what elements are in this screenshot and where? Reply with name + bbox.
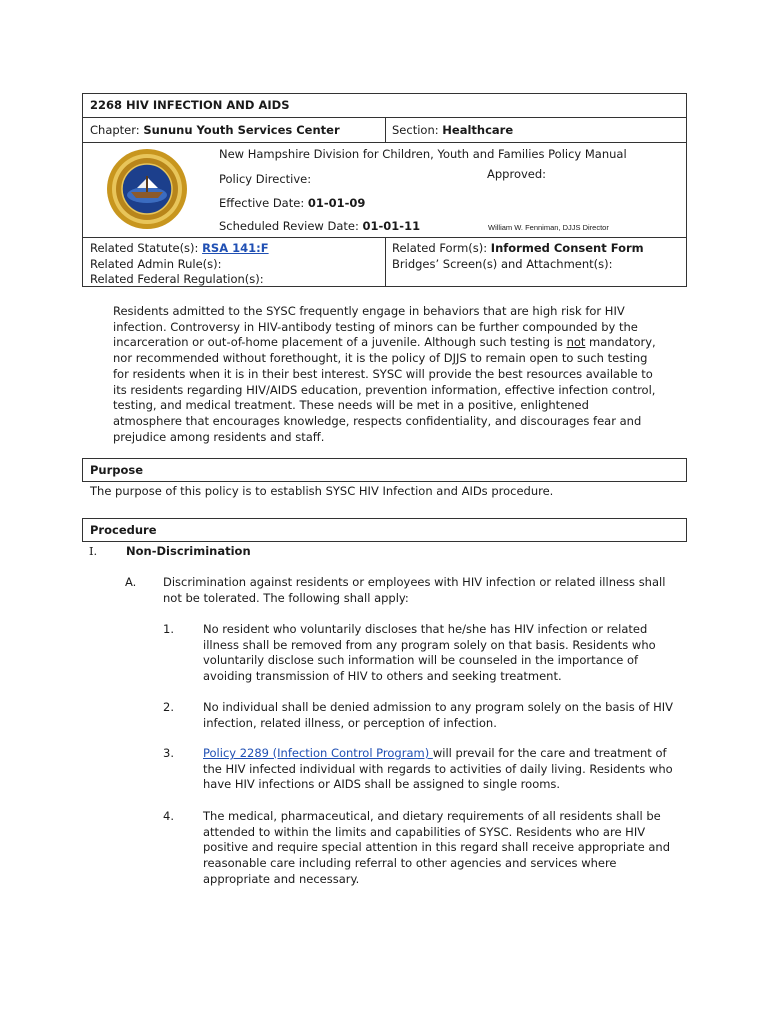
effective-date-field <box>219 196 365 210</box>
policy-2289-link[interactable]: Policy 2289 (Infection Control Program) <box>203 746 433 760</box>
section-label: Section: <box>392 123 439 137</box>
effective-date-label: Effective Date: <box>219 196 305 210</box>
list-item-number: 3. <box>163 746 174 760</box>
list-item-text: will prevail for the care and treatment of the HIV infected individual with regards to activities of daily living. Residents who have HIV infections or AIDS shall be assigned to single rooms. <box>203 746 673 792</box>
purpose-heading: Purpose <box>90 463 144 477</box>
chapter-field <box>90 123 340 137</box>
intro-paragraph <box>113 304 658 445</box>
related-admin-rules: Related Admin Rule(s): <box>90 257 222 271</box>
intro-text-1: Residents admitted to the SYSC frequently engage in behaviors that are high risk for HIV infection. Controversy in HIV-antibody testing of minors can be further compounded by the incarceration or out-of-home placement of a juvenile. Although such testing is <box>113 304 638 350</box>
related-forms-field <box>392 241 644 255</box>
effective-date-value: 01-01-09 <box>307 196 366 210</box>
section-title: Non-Discrimination <box>126 544 251 558</box>
chapter-label: Chapter: <box>90 123 140 137</box>
list-item: No resident who voluntarily discloses that he/she has HIV infection or related illness shall be removed from any program solely on that basis. Residents who voluntarily disclose such information will be counseled in the importance of avoiding transmission of HIV to others and seeking treatment. <box>203 622 656 684</box>
section-number: I. <box>89 544 98 558</box>
section-value: Healthcare <box>442 123 514 137</box>
intro-text-2: mandatory, nor recommended without forethought, it is the policy of DJJS to remain open to such testing for residents when it is in their best interest. SYSC will provide the best resources available to its residents regarding HIV/AIDS education, prevention information, effective infection control, testing, and medical treatment. These needs will be met in a positive, enlightened atmosphere that encourages knowledge, respects confidentiality, and discourages fear and prejudice among residents and staff. <box>113 335 656 444</box>
approved-label: Approved: <box>487 167 547 181</box>
list-item-number: 1. <box>163 622 174 636</box>
header-divider-vertical-2 <box>385 237 386 287</box>
list-item-number: 4. <box>163 809 174 823</box>
list-item <box>203 746 683 793</box>
section-field <box>392 123 513 137</box>
related-federal-regulations: Related Federal Regulation(s): <box>90 272 264 286</box>
procedure-heading-box <box>82 518 687 542</box>
bridges-screens: Bridges’ Screen(s) and Attachment(s): <box>392 257 613 271</box>
purpose-heading-box <box>82 458 687 482</box>
subsection-text: Discrimination against residents or employees with HIV infection or related illness shall not be tolerated. The following shall apply: <box>163 575 666 605</box>
review-date-label: Scheduled Review Date: <box>219 219 359 233</box>
purpose-text: The purpose of this policy is to establish SYSC HIV Infection and AIDs procedure. <box>90 484 554 498</box>
related-statutes-label: Related Statute(s): <box>90 241 199 255</box>
intro-emphasis: not <box>566 335 586 350</box>
header-divider-2 <box>82 142 687 143</box>
header-divider-vertical <box>385 117 386 142</box>
rsa-link[interactable]: RSA 141:F <box>202 241 269 255</box>
manual-name: New Hampshire Division for Children, Youth and Families Policy Manual <box>219 147 627 161</box>
related-statutes-field <box>90 241 269 255</box>
list-item: The medical, pharmaceutical, and dietary requirements of all residents shall be attended to within the limits and capabilities of SYSC. Residents who are HIV positive and require special attention in this regard shall receive appropriate and reasonable care including referral to other agencies and services where appropriate and necessary. <box>203 809 671 886</box>
review-date-value: 01-01-11 <box>362 219 421 233</box>
list-item: No individual shall be denied admission to any program solely on the basis of HIV infection, related illness, or perception of infection. <box>203 700 673 730</box>
chapter-value: Sununu Youth Services Center <box>143 123 340 137</box>
state-seal-icon <box>106 148 188 230</box>
director-signature: William W. Fenniman, DJJS Director <box>488 223 609 232</box>
procedure-heading: Procedure <box>90 523 157 537</box>
related-forms-value: Informed Consent Form <box>490 241 644 255</box>
review-date-field <box>219 219 420 233</box>
subsection-number: A. <box>125 575 137 589</box>
policy-title: 2268 HIV INFECTION AND AIDS <box>90 98 290 112</box>
related-forms-label: Related Form(s): <box>392 241 488 255</box>
policy-directive-label: Policy Directive: <box>219 172 312 186</box>
list-item-number: 2. <box>163 700 174 714</box>
